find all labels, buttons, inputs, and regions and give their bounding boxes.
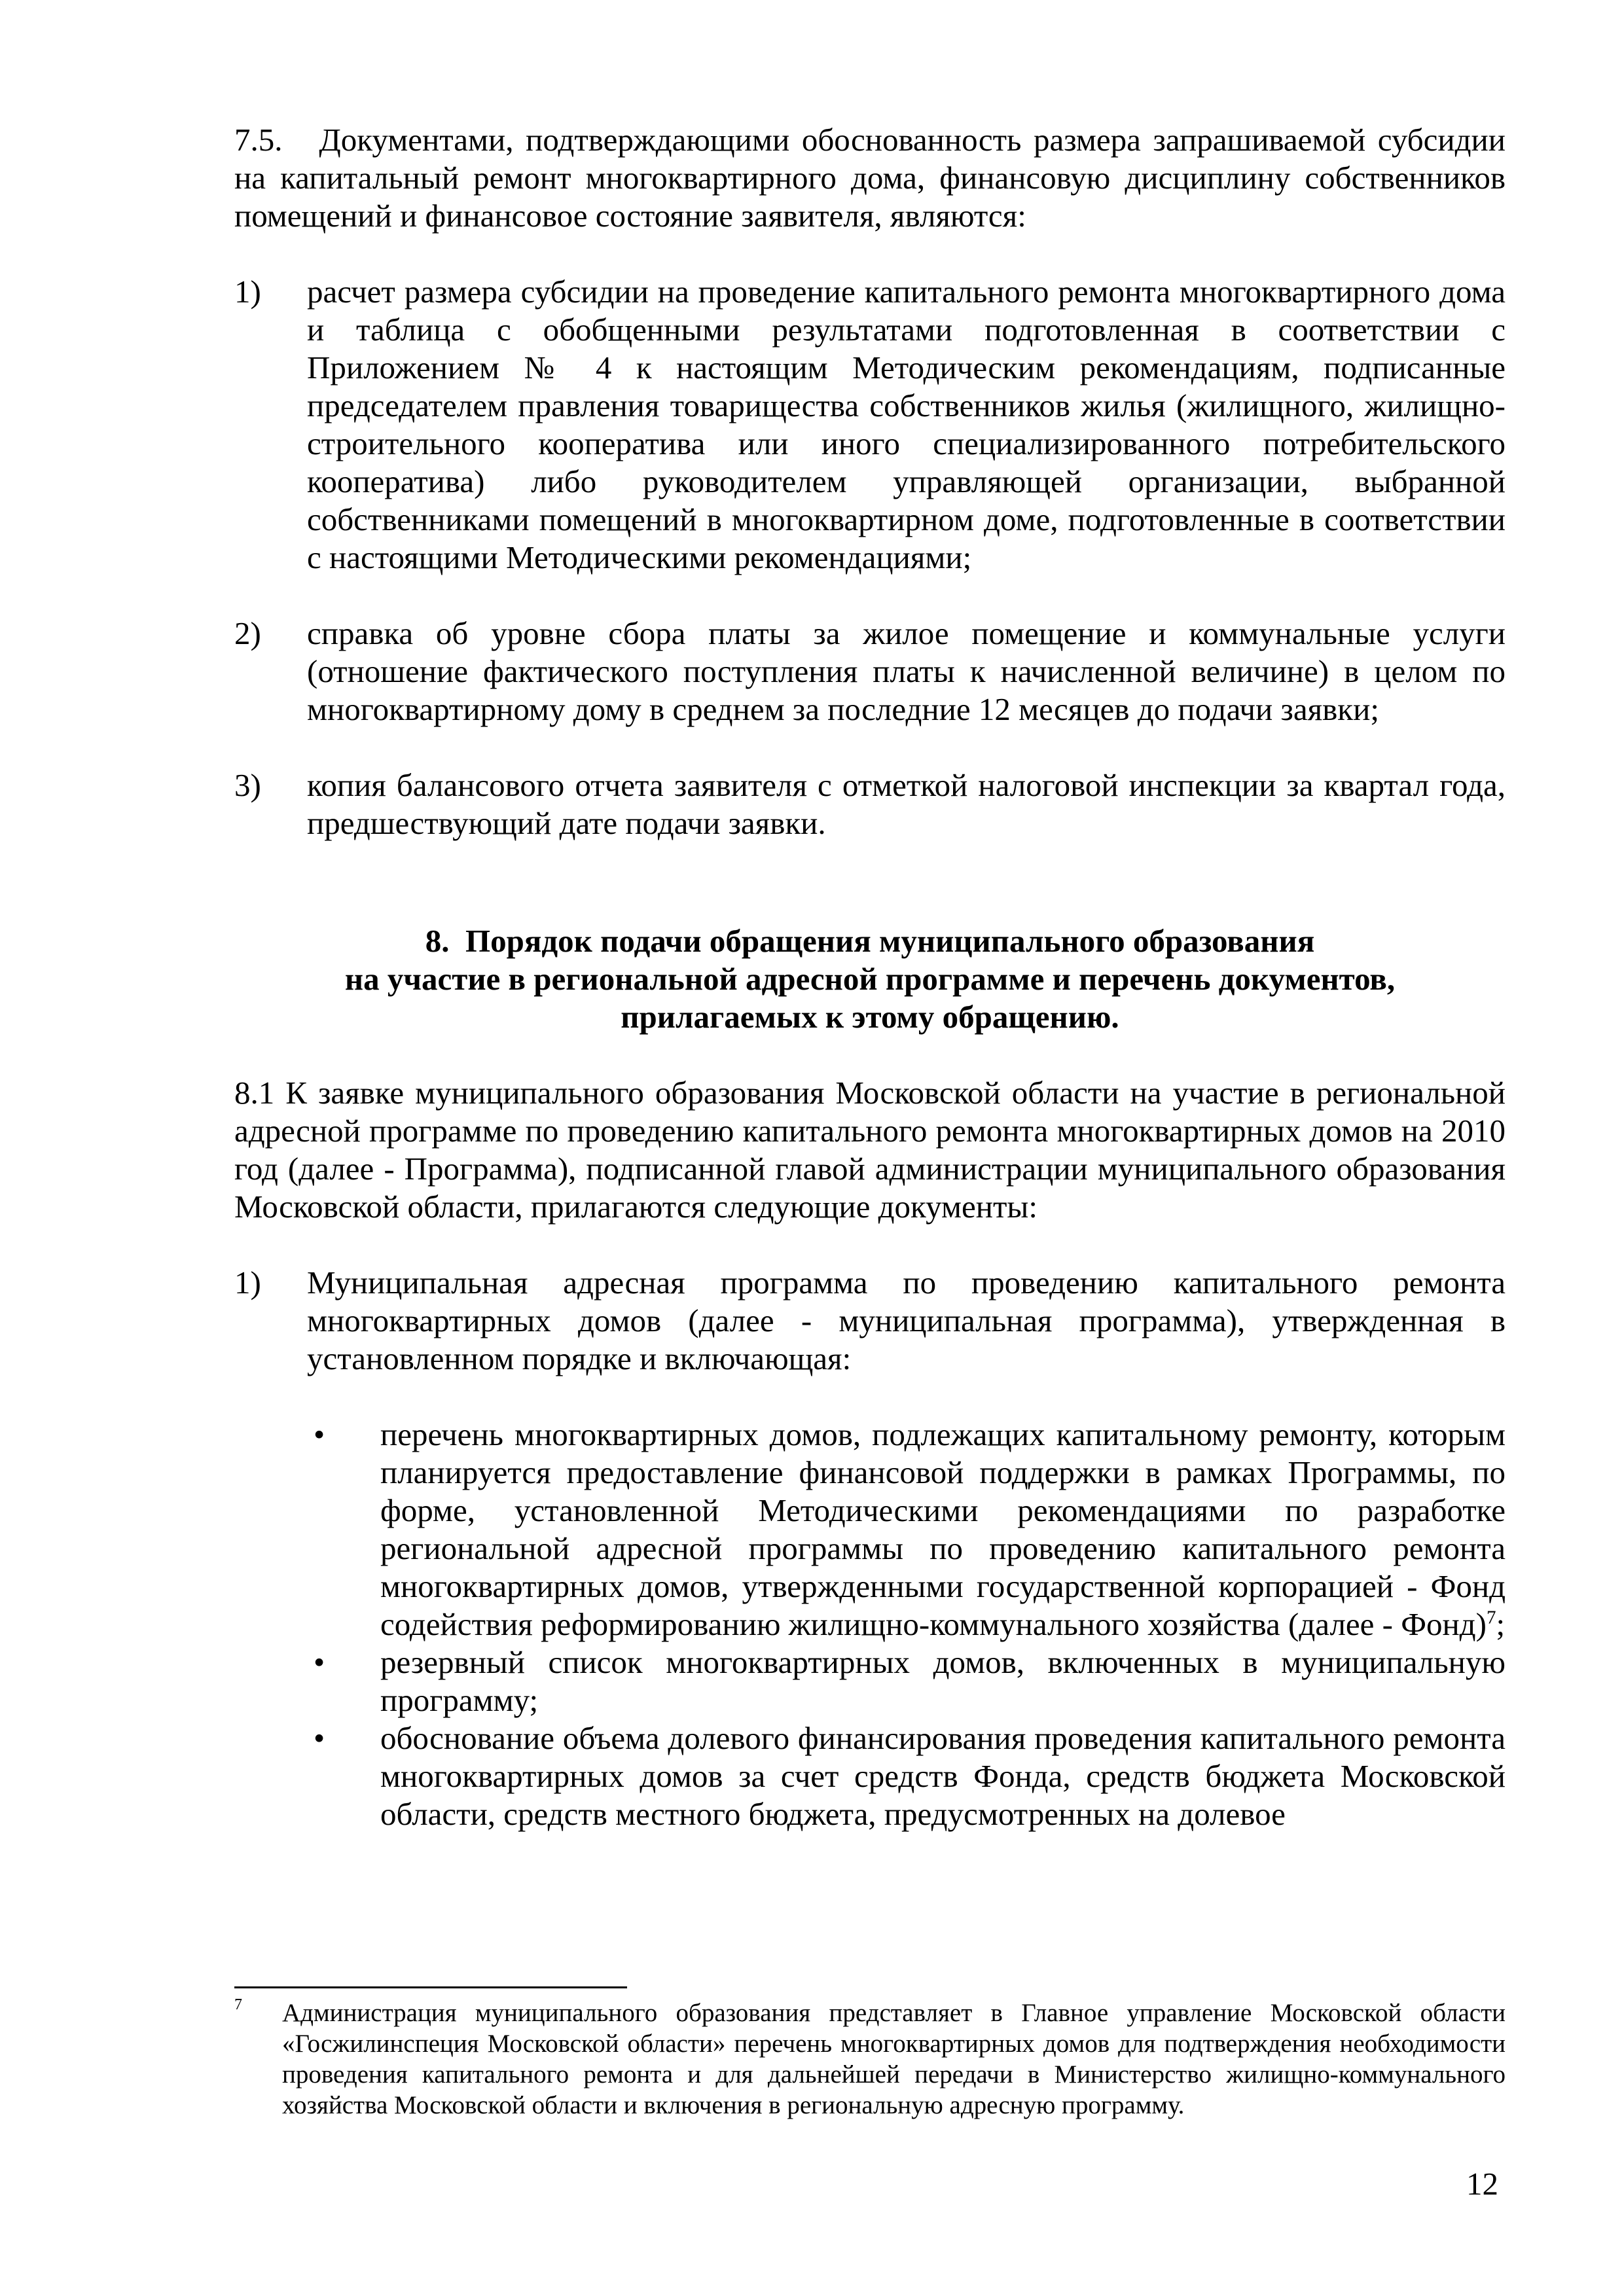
- list-item-text: копия балансового отчета заявителя с отметкой налоговой инспекции за квартал года, предшествующий дате подачи заявки.: [307, 767, 1506, 841]
- bullet-icon: •: [314, 1416, 325, 1452]
- page-number: 12: [1466, 2166, 1498, 2202]
- footnote-mark: 7: [234, 1996, 242, 2013]
- list-item: [234, 1264, 1506, 1378]
- heading-line: прилагаемых к этому обращению.: [621, 999, 1119, 1035]
- bullet-text: резервный список многоквартирных домов, включенных в муниципальную программу;: [380, 1644, 1506, 1718]
- list-item: [234, 273, 1506, 577]
- list-item: [234, 615, 1506, 728]
- bullet-item: [307, 1719, 1506, 1833]
- footnote-reference[interactable]: 7: [1486, 1607, 1496, 1628]
- document-page: [234, 121, 1506, 1833]
- footnote: [234, 1998, 1506, 2121]
- list-item: [234, 766, 1506, 842]
- list-item-text: Муниципальная адресная программа по проведению капитального ремонта многоквартирных домов (далее - муниципальная программа), утвержденная в установленном порядке и включающая:: [307, 1265, 1506, 1376]
- list-item-text: справка об уровне сбора платы за жилое помещение и коммунальные услуги (отношение фактического поступления платы к начисленной величине) в целом по многоквартирному дому в среднем за последние 12 месяцев до подачи заявки;: [307, 615, 1506, 727]
- bullet-icon: •: [314, 1720, 325, 1756]
- bullet-item: [307, 1643, 1506, 1719]
- list-item-number: 3): [234, 767, 261, 803]
- footnote-text: Администрация муниципального образования представляет в Главное управление Московской области «Госжилинспеция Московской области» перечень многоквартирных домов для подтверждения необходимости проведения капитального ремонта и для дальнейшей передачи в Министерство жилищно-коммунального хозяйства Московской области и включения в региональную адресную программу.: [282, 1999, 1506, 2119]
- list-item-number: 1): [234, 274, 261, 310]
- list-item-number: 1): [234, 1265, 261, 1300]
- section-7-5-intro: 7.5. Документами, подтверждающими обоснованность размера запрашиваемой субсидии на капитальный ремонт многоквартирного дома, финансовую дисциплину собственников помещений и финансовое состояние заявителя, являются:: [234, 122, 1506, 234]
- paragraph-8-1: 8.1 К заявке муниципального образования Московской области на участие в региональной адресной программе по проведению капитального ремонта многоквартирных домов на 2010 год (далее - Программа), подписанной главой администрации муниципального образования Московской области, прилагаются следующие документы:: [234, 1075, 1506, 1225]
- bullet-list: [307, 1416, 1506, 1833]
- bullet-icon: •: [314, 1644, 325, 1680]
- bullet-text: обоснование объема долевого финансирования проведения капитального ремонта многоквартирных домов за счет средств Фонда, средств бюджета Московской области, средств местного бюджета, предусмотренных на долевое: [380, 1720, 1506, 1832]
- bullet-punct: ;: [1496, 1606, 1506, 1642]
- bullet-text: перечень многоквартирных домов, подлежащих капитальному ремонту, которым планируется предоставление финансовой поддержки в рамках Программы, по форме, установленной Методическими рекомендациями по разработке региональной адресной программы по проведению капитального ремонта многоквартирных домов, утвержденными государственной корпорацией - Фонд содействия реформированию жилищно-коммунального хозяйства (далее - Фонд): [380, 1416, 1506, 1642]
- list-item-number: 2): [234, 615, 261, 651]
- footnote-divider: [234, 1986, 627, 1988]
- bullet-item: [307, 1416, 1506, 1643]
- section-8-heading: [234, 922, 1506, 1036]
- list-item-text: расчет размера субсидии на проведение капитального ремонта многоквартирного дома и таблица с обобщенными результатами подготовленная в соответствии с Приложением № 4 к настоящим Методическим рекомендациям, подписанные председателем правления товарищества собственников жилья (жилищного, жилищно-строительного кооператива или иного специализированного потребительского кооператива) либо руководителем управляющей организации, выбранной собственниками помещений в многоквартирном доме, подготовленные в соответствии с настоящими Методическими рекомендациями;: [307, 274, 1506, 575]
- heading-line: на участие в региональной адресной программе и перечень документов,: [344, 961, 1396, 997]
- heading-line: 8. Порядок подачи обращения муниципального образования: [425, 923, 1315, 959]
